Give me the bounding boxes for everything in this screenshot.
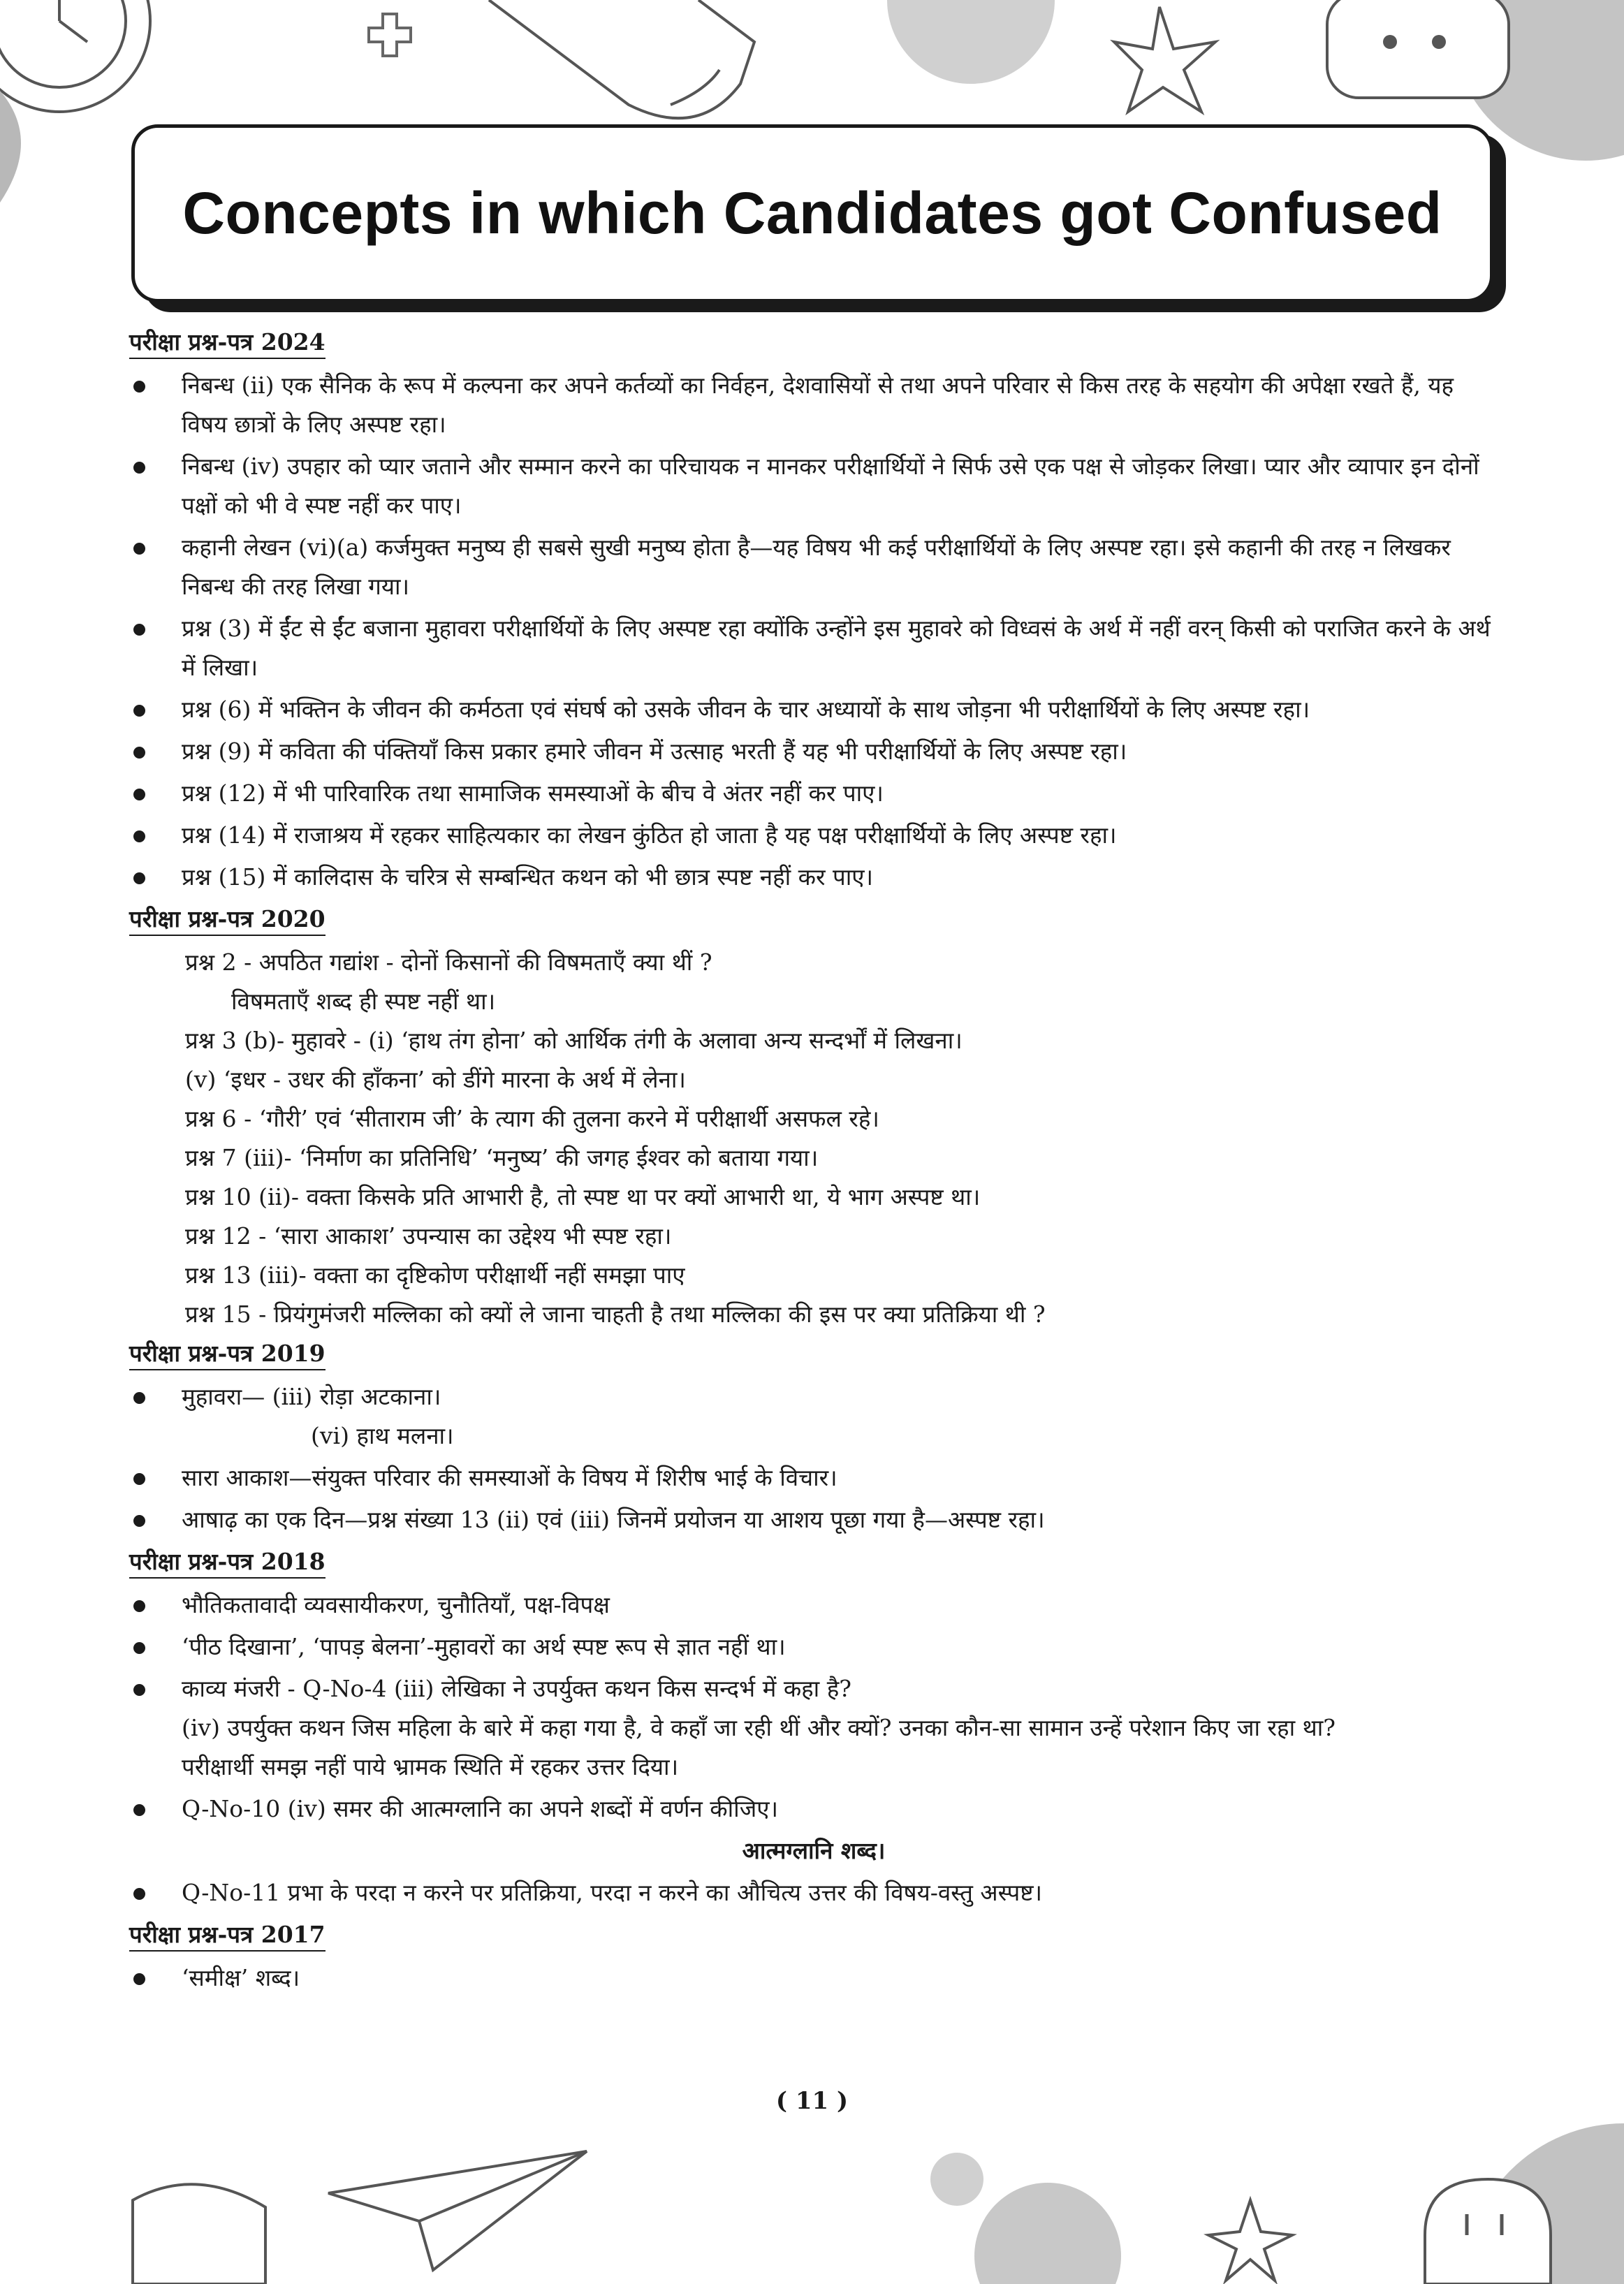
list-item: [129, 528, 1498, 606]
list-item-text: प्रश्न (3) में ईंट से ईंट बजाना मुहावरा परीक्षार्थियों के लिए अस्पष्ट रहा क्योंकि उन्होंने इस मुहावरे को विध्वसं के अर्थ में नहीं वरन् किसी को पराजित करने के अर्थ में लिखा।: [182, 615, 1491, 681]
section-2018: [129, 1542, 1498, 1912]
bullet-dot-icon: [133, 462, 145, 474]
section-heading: परीक्षा प्रश्न-पत्र 2018: [129, 1546, 325, 1579]
list-item: [129, 1586, 1498, 1625]
list-item-text: काव्य मंजरी - Q-No-4 (iii) लेखिका ने उपर्युक्त कथन किस सन्दर्भ में कहा है?: [182, 1675, 851, 1702]
list-item-text: कहानी लेखन (vi)(a) कर्जमुक्त मनुष्य ही सबसे सुखी मनुष्य होता है—यह विषय भी कई परीक्षार्थियों के लिए अस्पष्ट रहा। इसे कहानी की तरह न लिखकर निबन्ध की तरह लिखा गया।: [182, 534, 1451, 600]
small-circle-shape: [930, 2153, 983, 2206]
text-line: प्रश्न 6 - ‘गौरी’ एवं ‘सीताराम जी’ के त्याग की तुलना करने में परीक्षार्थी असफल रहे।: [185, 1105, 879, 1132]
section-heading: परीक्षा प्रश्न-पत्र 2017: [129, 1919, 325, 1952]
list-item: [129, 816, 1498, 855]
page-title: Concepts in which Candidates got Confused: [182, 180, 1442, 246]
bullet-dot-icon: [133, 624, 145, 636]
section-2024: [129, 323, 1498, 897]
star-doodle-icon: [1114, 7, 1215, 112]
list-item-text: प्रश्न (12) में भी पारिवारिक तथा सामाजिक समस्याओं के बीच वे अंतर नहीं कर पाए।: [182, 779, 884, 807]
list-item: [129, 1873, 1498, 1912]
bullet-list: [129, 1377, 1498, 1539]
text-line: प्रश्न 13 (iii)- वक्ता का दृष्टिकोण परीक्षार्थी नहीं समझा पाए: [185, 1261, 685, 1289]
continuation-line: परीक्षार्थी समझ नहीं पाये भ्रामक स्थिति में रहकर उत्तर दिया।: [182, 1753, 679, 1780]
list-item: [129, 1500, 1498, 1539]
list-item: [129, 366, 1498, 444]
list-item-text: प्रश्न (9) में कविता की पंक्तियाँ किस प्रकार हमारे जीवन में उत्साह भरती हैं यह भी परीक्षार्थियों के लिए अस्पष्ट रहा।: [182, 738, 1127, 765]
list-item-text: आषाढ़ का एक दिन—प्रश्न संख्या 13 (ii) एवं (iii) जिनमें प्रयोजन या आशय पूछा गया है—अस्पष्ट रहा।: [182, 1506, 1045, 1533]
center-note: आत्मग्लानि शब्द।: [742, 1837, 886, 1864]
list-item: [129, 732, 1498, 771]
circle-shape: [887, 0, 1055, 84]
list-item-text: Q-No-10 (iv) समर की आत्मग्लानि का अपने शब्दों में वर्णन कीजिए।: [182, 1795, 778, 1822]
main-content: [129, 323, 1498, 2000]
bullet-dot-icon: [133, 1473, 145, 1485]
bullet-dot-icon: [133, 381, 145, 393]
list-item: [129, 1458, 1498, 1498]
clock-doodle-icon: [0, 0, 150, 112]
section-2020: [129, 900, 1498, 1334]
list-item: [129, 690, 1498, 729]
bullet-list: [129, 1873, 1498, 1912]
list-item-text: निबन्ध (iv) उपहार को प्यार जताने और सम्मान करने का परिचायक न मानकर परीक्षार्थियों ने सिर्फ उसे एक पक्ष से जोड़कर लिखा। प्यार और व्यापार इन दोनों पक्षों को भी वे स्पष्ट नहीं कर पाए।: [182, 453, 1479, 519]
sub-line: (vi) हाथ मलना।: [311, 1422, 454, 1449]
section-heading: परीक्षा प्रश्न-पत्र 2024: [129, 327, 325, 359]
bullet-dot-icon: [133, 747, 145, 759]
text-line: प्रश्न 10 (ii)- वक्ता किसके प्रति आभारी है, तो स्पष्ट था पर क्यों आभारी था, ये भाग अस्पष्ट था।: [185, 1183, 981, 1210]
list-item-text: प्रश्न (14) में राजाश्रय में रहकर साहित्यकार का लेखन कुंठित हो जाता है यह पक्ष परीक्षार्थियों के लिए अस्पष्ट रहा।: [182, 821, 1117, 849]
bullet-dot-icon: [133, 1642, 145, 1654]
question-lines: [129, 943, 1498, 1334]
rocket-doodle-icon: [489, 0, 754, 118]
bullet-dot-icon: [133, 1804, 145, 1816]
corner-blob-shape: [0, 91, 21, 203]
list-item-text: मुहावरा— (iii) रोड़ा अटकाना।: [182, 1383, 441, 1410]
paper-plane-doodle-icon: [328, 2151, 587, 2270]
list-item-text: ‘समीक्ष’ शब्द।: [182, 1964, 300, 1991]
list-item-text: Q-No-11 प्रभा के परदा न करने पर प्रतिक्रिया, परदा न करने का औचित्य उत्तर की विषय-वस्तु अस्पष्ट।: [182, 1879, 1042, 1906]
bullet-list: [129, 366, 1498, 897]
circle-shape-bottom: [974, 2183, 1121, 2284]
list-item: [129, 1377, 1498, 1456]
text-line: प्रश्न 12 - ‘सारा आकाश’ उपन्यास का उद्देश्य भी स्पष्ट रहा।: [185, 1222, 672, 1250]
list-item-text: निबन्ध (ii) एक सैनिक के रूप में कल्पना कर अपने कर्तव्यों का निर्वहन, देशवासियों से तथा अपने परिवार से किस तरह के सहयोग की अपेक्षा रखते हैं, यह विषय छात्रों के लिए अस्पष्ट रहा।: [182, 372, 1454, 438]
section-2017: [129, 1915, 1498, 1998]
list-item: [129, 1789, 1498, 1829]
list-item-text: भौतिकतावादी व्यवसायीकरण, चुनौतियाँ, पक्ष-विपक्ष: [182, 1591, 610, 1618]
text-line: विषमताएँ शब्द ही स्पष्ट नहीं था।: [231, 988, 496, 1015]
text-line: प्रश्न 2 - अपठित गद्यांश - दोनों किसानों की विषमताएँ क्या थीं ?: [185, 949, 712, 976]
bullet-dot-icon: [133, 1392, 145, 1404]
list-item-text: प्रश्न (15) में कालिदास के चरित्र से सम्बन्धित कथन को भी छात्र स्पष्ट नहीं कर पाए।: [182, 863, 874, 891]
list-item: [129, 1669, 1498, 1787]
continuation-line: (iv) उपर्युक्त कथन जिस महिला के बारे में कहा गया है, वे कहाँ जा रही थीं और क्यों? उनका कौन-सा सामान उन्हें परेशान किए जा रहा था?: [182, 1714, 1336, 1741]
rocket-bottom-doodle-icon: [133, 2184, 265, 2284]
bullet-dot-icon: [133, 705, 145, 717]
list-item: [129, 447, 1498, 525]
bullet-list: [129, 1586, 1498, 1829]
section-heading: परीक्षा प्रश्न-पत्र 2020: [129, 904, 325, 936]
bullet-dot-icon: [133, 1600, 145, 1612]
sparkle-doodle-icon: [1208, 2200, 1292, 2281]
bullet-list: [129, 1959, 1498, 1998]
bullet-dot-icon: [133, 1515, 145, 1527]
list-item: [129, 858, 1498, 897]
page-number: ( 11 ): [775, 2087, 849, 2115]
blob-doodle-icon: [1425, 2123, 1624, 2284]
text-line: प्रश्न 7 (iii)- ‘निर्माण का प्रतिनिधि’ ‘मनुष्य’ की जगह ईश्वर को बताया गया।: [185, 1144, 819, 1171]
list-item-text: प्रश्न (6) में भक्तिन के जीवन की कर्मठता एवं संघर्ष को उसके जीवन के चार अध्यायों के साथ जोड़ना भी परीक्षार्थियों के लिए अस्पष्ट रहा।: [182, 696, 1310, 723]
bullet-dot-icon: [133, 789, 145, 800]
plus-doodle-icon: [369, 14, 411, 56]
text-line: प्रश्न 15 - प्रियंगुमंजरी मल्लिका को क्यों ले जाना चाहती है तथा मल्लिका की इस पर क्या प्रतिक्रिया थी ?: [185, 1301, 1046, 1328]
bullet-dot-icon: [133, 543, 145, 555]
text-line: प्रश्न 3 (b)- मुहावरे - (i) ‘हाथ तंग होना’ को आर्थिक तंगी के अलावा अन्य सन्दर्भों में लिखना।: [185, 1027, 963, 1054]
section-2019: [129, 1334, 1498, 1539]
list-item: [129, 609, 1498, 687]
bullet-dot-icon: [133, 830, 145, 842]
bullet-dot-icon: [133, 1684, 145, 1696]
bullet-dot-icon: [133, 872, 145, 884]
bullet-dot-icon: [133, 1888, 145, 1900]
bullet-dot-icon: [133, 1973, 145, 1985]
section-heading: परीक्षा प्रश्न-पत्र 2019: [129, 1338, 325, 1370]
list-item: [129, 1627, 1498, 1667]
list-item: [129, 1959, 1498, 1998]
list-item-text: ‘पीठ दिखाना’, ‘पापड़ बेलना’-मुहावरों का अर्थ स्पष्ट रूप से ज्ञात नहीं था।: [182, 1633, 786, 1660]
text-line: (v) ‘इधर - उधर की हाँकना’ को डींगे मारना के अर्थ में लेना।: [185, 1066, 686, 1093]
title-box: [131, 124, 1493, 302]
list-item: [129, 774, 1498, 813]
list-item-text: सारा आकाश—संयुक्त परिवार की समस्याओं के विषय में शिरीष भाई के विचार।: [182, 1464, 837, 1491]
